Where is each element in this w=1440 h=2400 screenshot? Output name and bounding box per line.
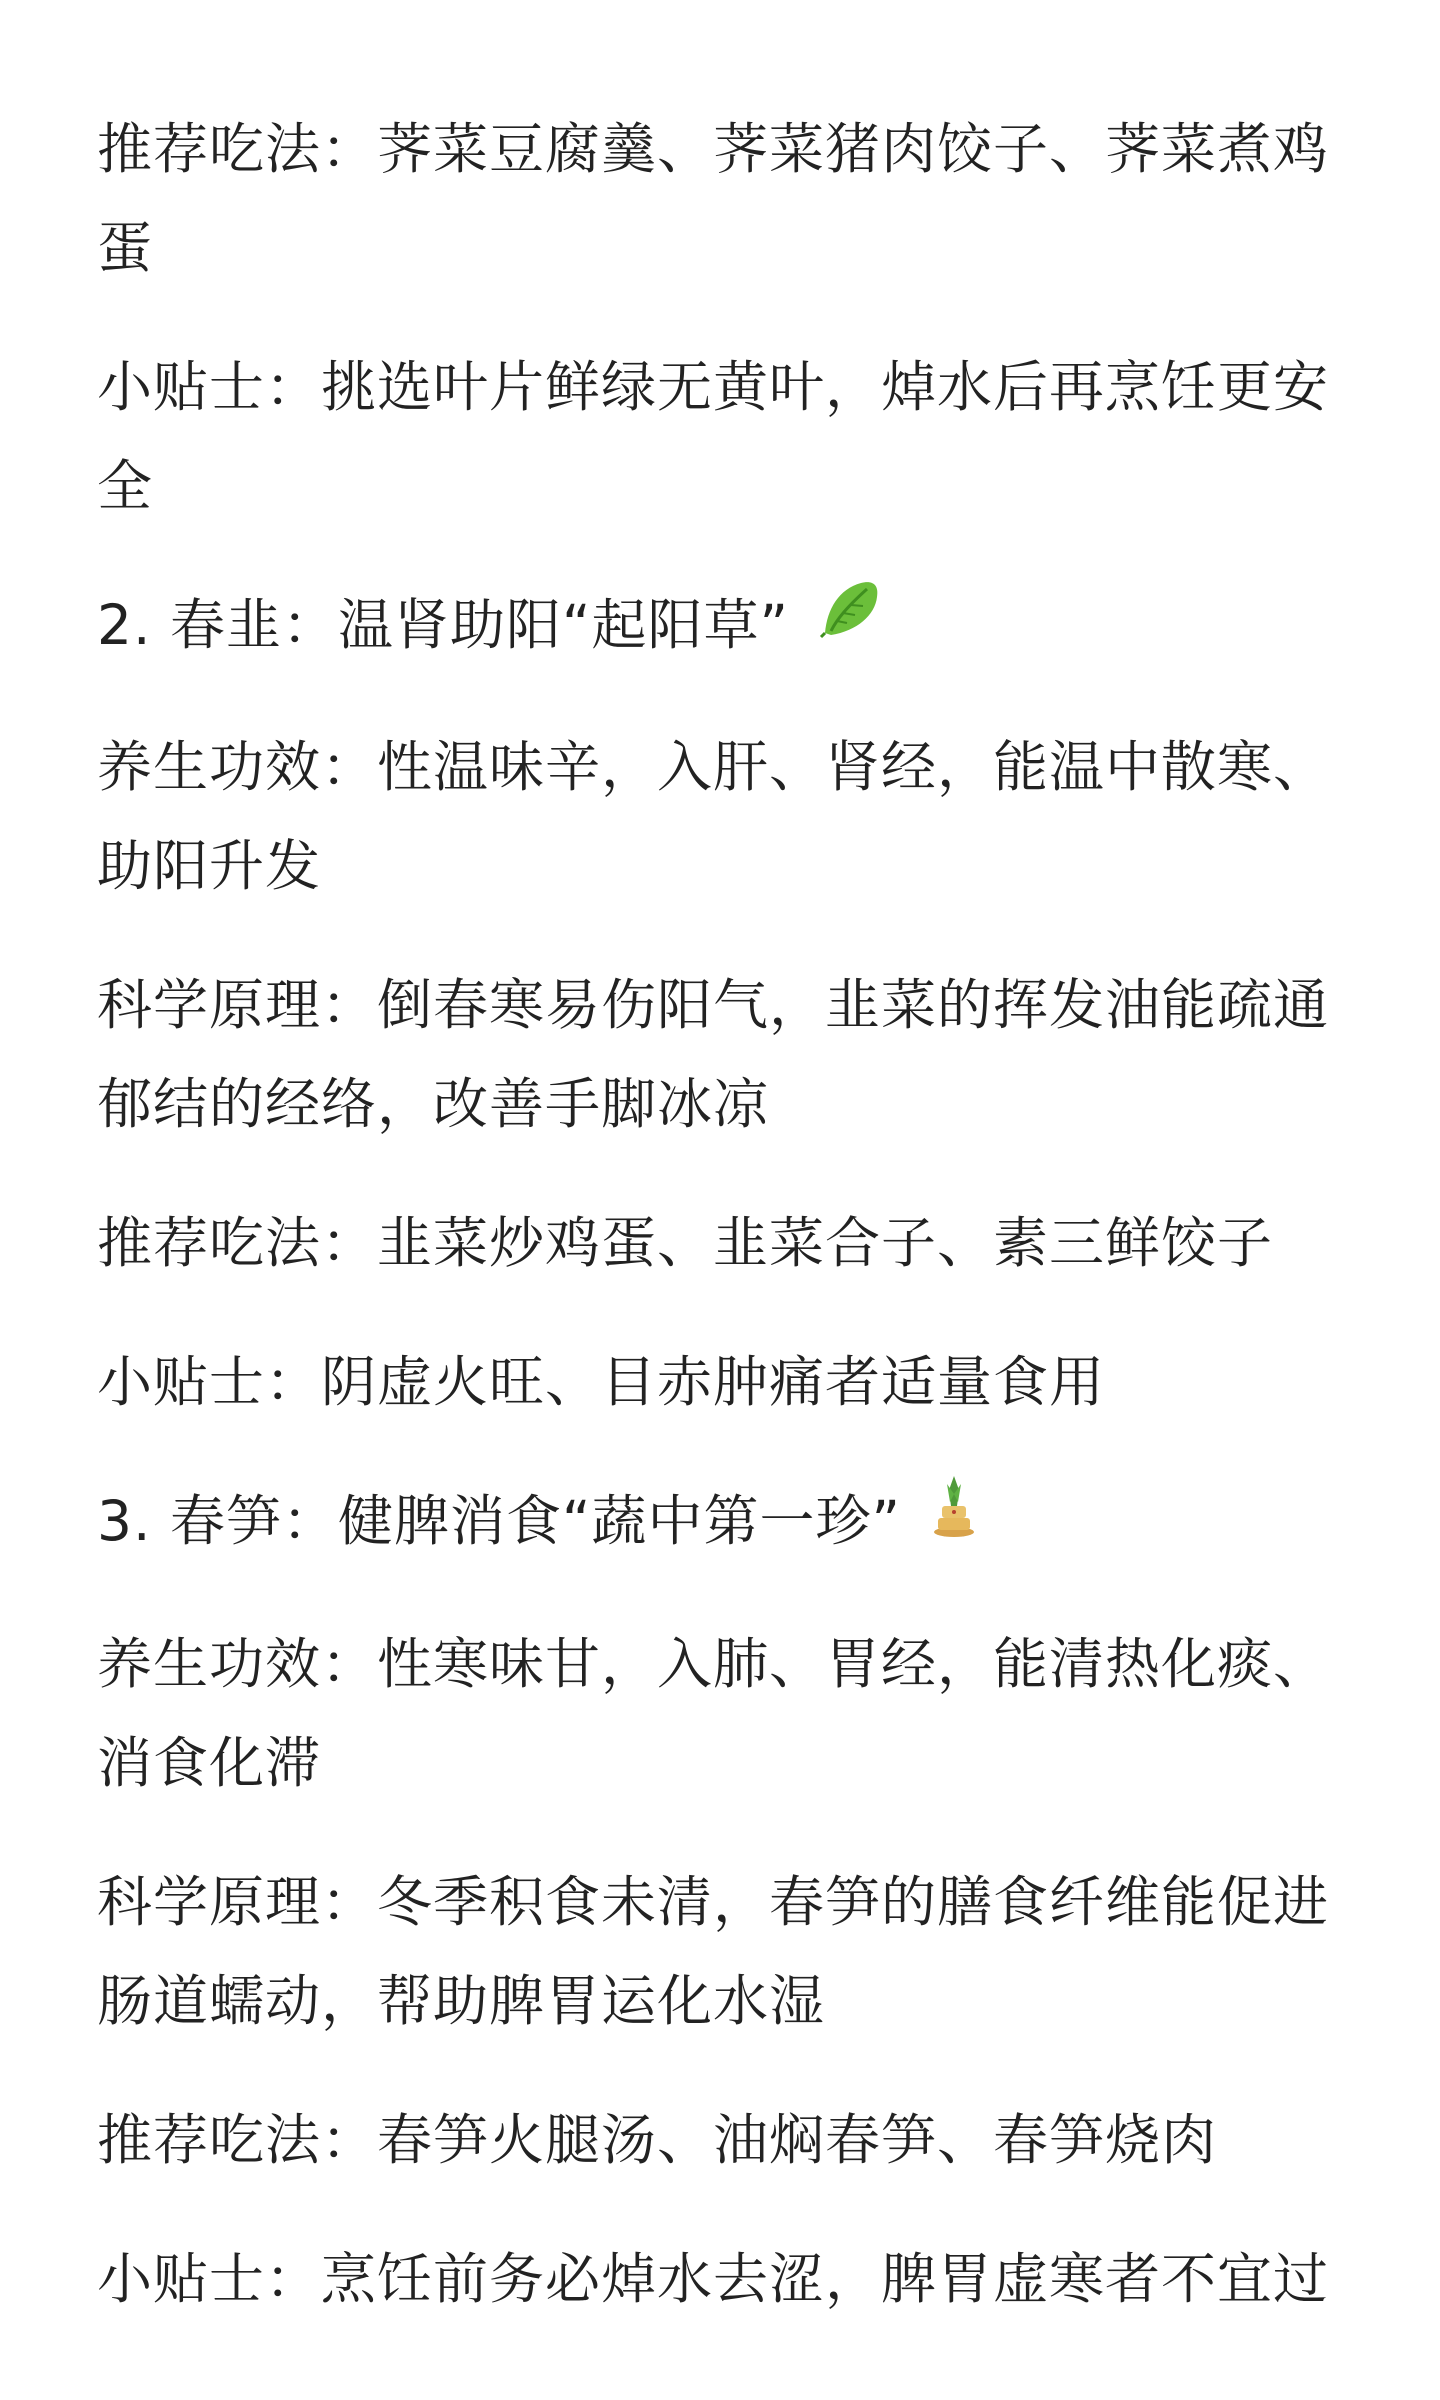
paragraph-recommended-dishes-spring-bamboo [97, 2091, 1357, 2190]
paragraph-text: 小贴士：烹饪前务必焯水去涩，脾胃虚寒者不宜过 [97, 2246, 1330, 2311]
paragraph-recommended-dishes-spring-chives [97, 1194, 1357, 1293]
paragraph-tip-shepherds-purse [97, 338, 1357, 536]
paragraph-tip-spring-chives [97, 1333, 1357, 1432]
paragraph-text: 小贴士：阴虚火旺、目赤肿痛者适量食用 [97, 1350, 1106, 1415]
paragraph-text: 推荐吃法：荠菜豆腐羹、荠菜猪肉饺子、荠菜煮鸡蛋 [97, 117, 1330, 280]
heading-text: 2. 春韭：温肾助阳“起阳草” [97, 593, 789, 657]
paragraph-text: 科学原理：冬季积食未清，春笋的膳食纤维能促进肠道蠕动，帮助脾胃运化水湿 [97, 1869, 1330, 2033]
leafy-green-icon [817, 573, 883, 672]
heading-text: 3. 春笋：健脾消食“蔬中第一珍” [97, 1489, 901, 1554]
article-body [97, 100, 1357, 2369]
paragraph-text: 推荐吃法：春笋火腿汤、油焖春笋、春笋烧肉 [97, 2107, 1218, 2172]
paragraph-text: 小贴士：挑选叶片鲜绿无黄叶，焯水后再烹饪更安全 [97, 355, 1330, 518]
paragraph-tip-spring-bamboo [97, 2230, 1357, 2329]
paragraph-science-spring-chives [97, 956, 1357, 1154]
paragraph-text: 养生功效：性温味辛，入肝、肾经，能温中散寒、助阳升发 [97, 735, 1330, 899]
paragraph-recommended-dishes-shepherds-purse [97, 100, 1357, 298]
bamboo-icon [929, 1470, 979, 1569]
section-heading-spring-bamboo [97, 1472, 1357, 1574]
paragraph-effect-spring-bamboo [97, 1615, 1357, 1813]
paragraph-text: 科学原理：倒春寒易伤阳气，韭菜的挥发油能疏通郁结的经络，改善手脚冰凉 [97, 973, 1330, 1137]
section-heading-spring-chives [97, 576, 1357, 678]
paragraph-effect-spring-chives [97, 718, 1357, 916]
paragraph-science-spring-bamboo [97, 1853, 1357, 2051]
paragraph-text: 养生功效：性寒味甘，入肺、胃经，能清热化痰、消食化滞 [97, 1631, 1330, 1795]
paragraph-text: 推荐吃法：韭菜炒鸡蛋、韭菜合子、素三鲜饺子 [97, 1211, 1274, 1276]
